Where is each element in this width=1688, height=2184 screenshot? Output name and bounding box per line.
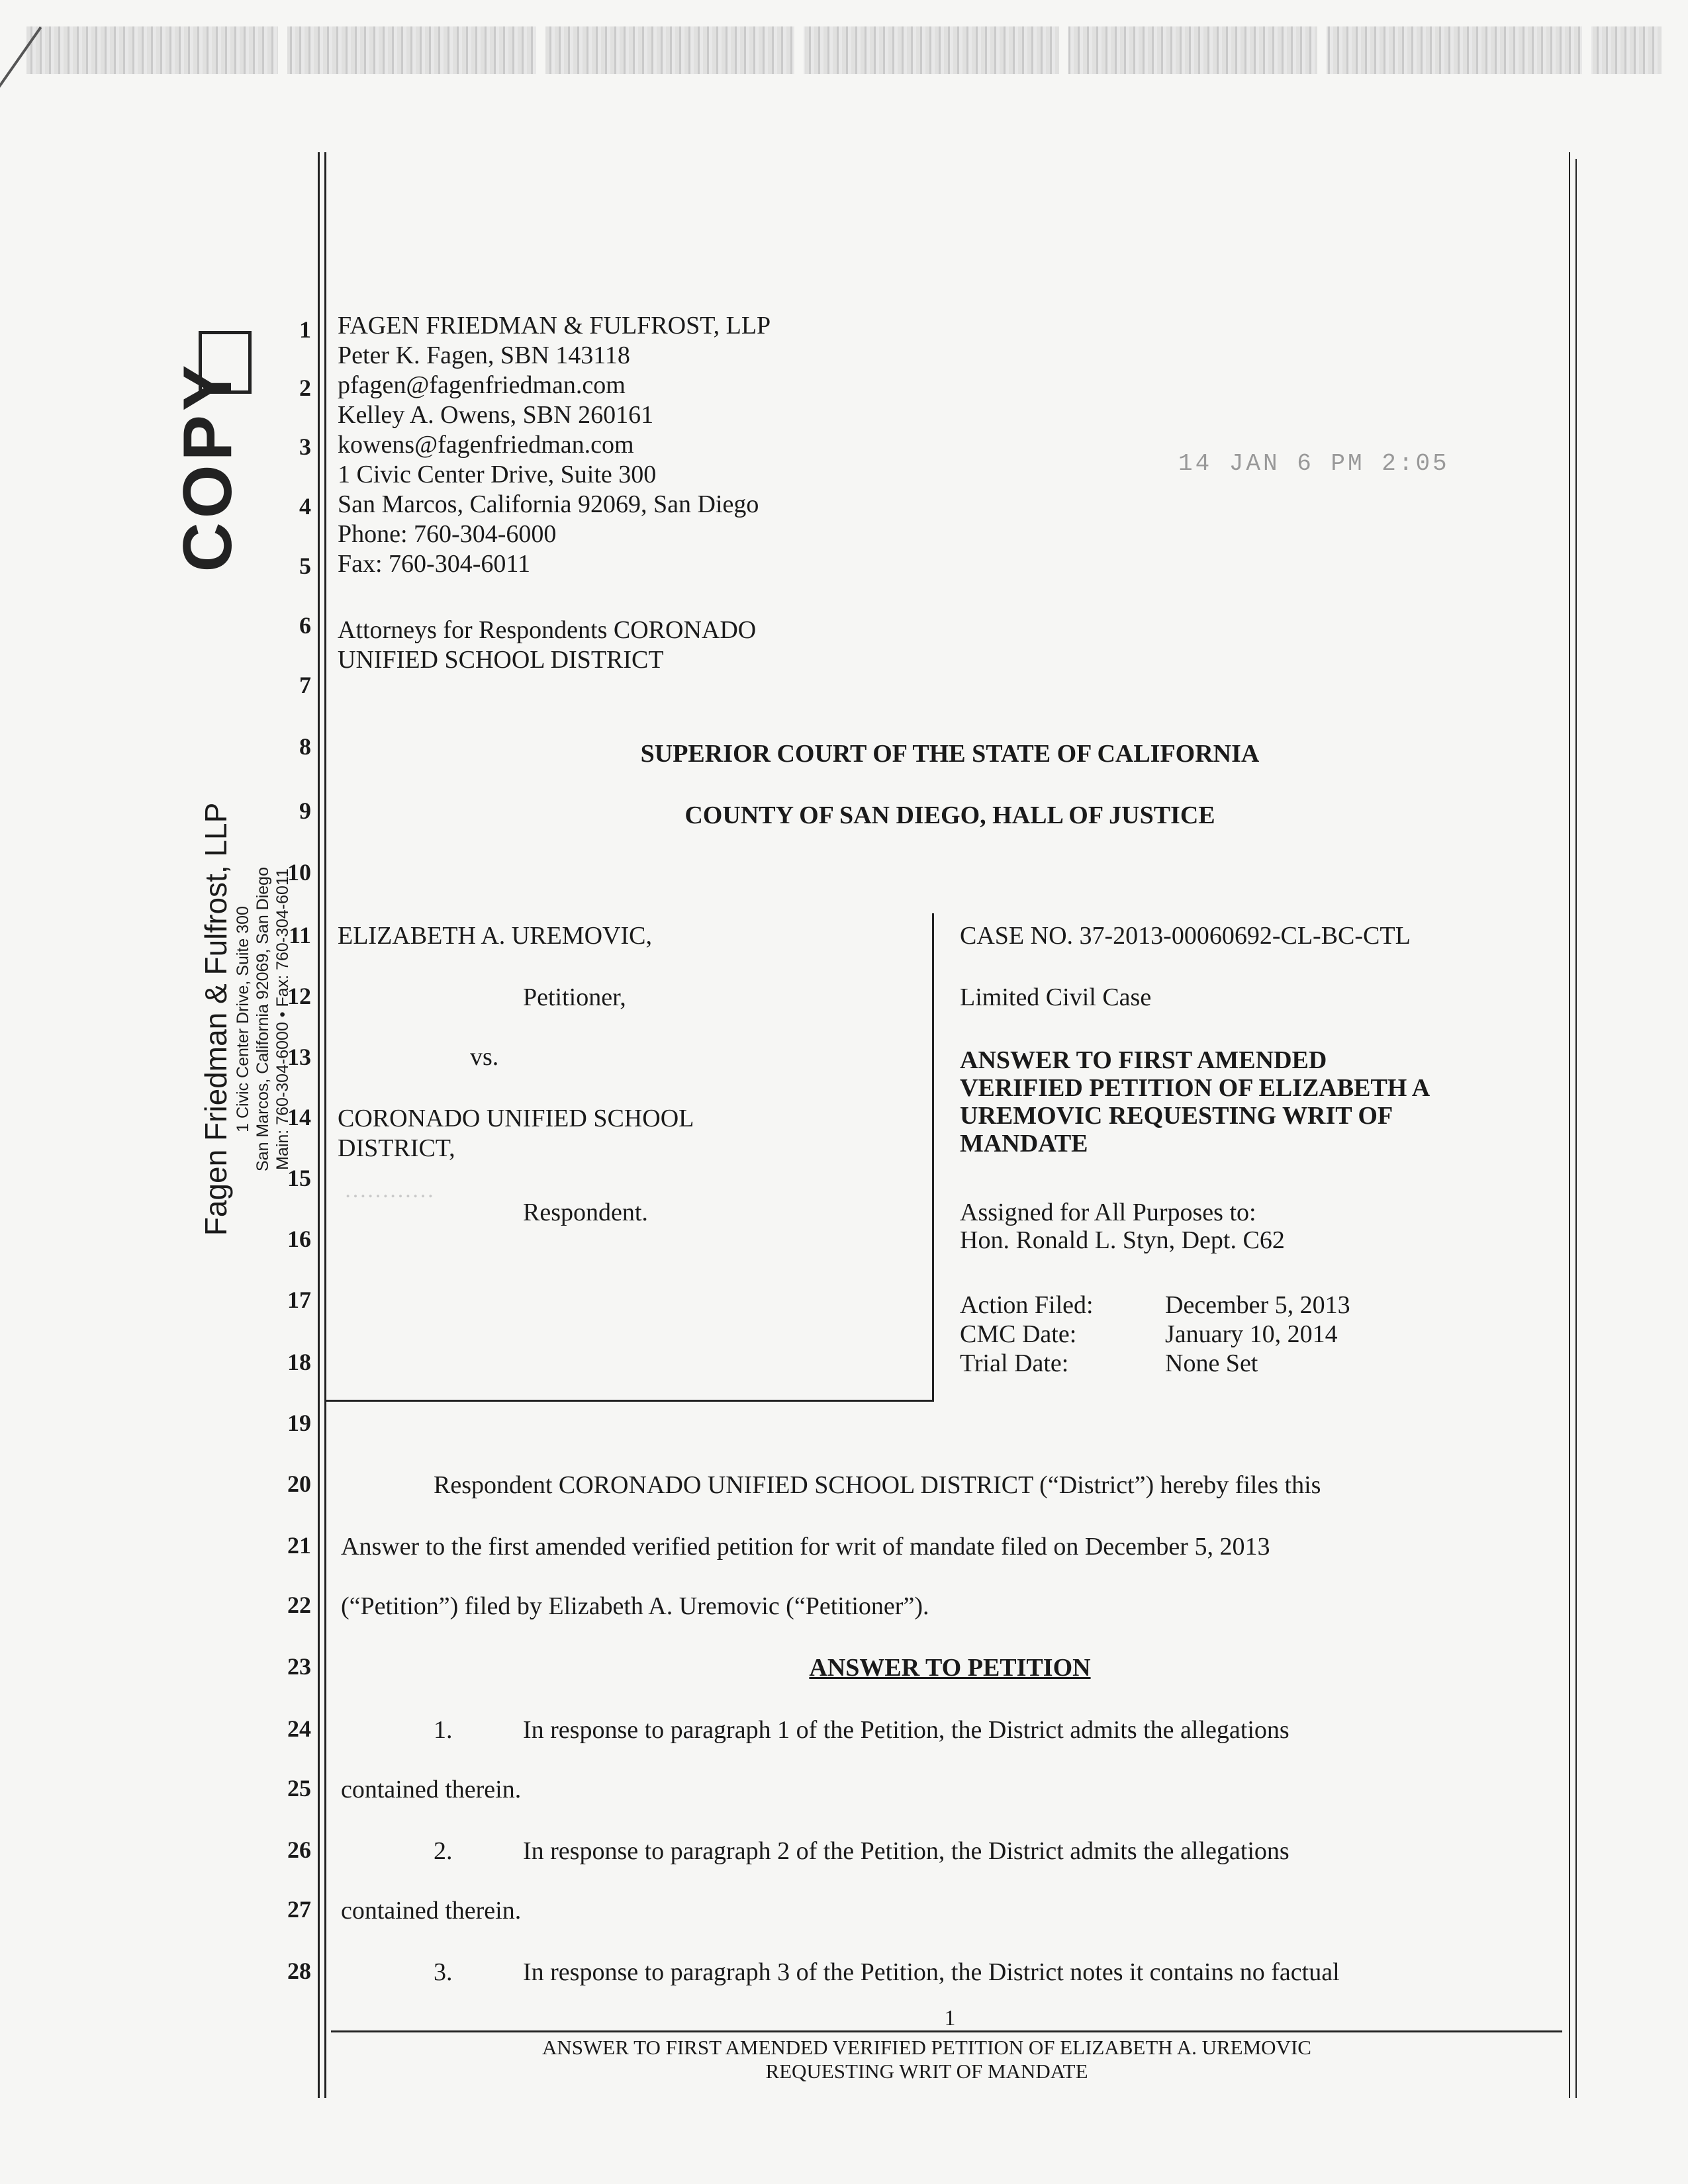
respondent-name-2: DISTRICT, <box>338 1134 455 1162</box>
attorney-2: Kelley A. Owens, SBN 260161 <box>338 401 654 429</box>
firm-city: San Marcos, California 92069, San Diego <box>338 490 759 518</box>
paragraph-2-continuation: contained therein. <box>341 1897 522 1925</box>
respondent-name-1: CORONADO UNIFIED SCHOOL <box>338 1105 694 1132</box>
firm-fax: Fax: 760-304-6011 <box>338 550 530 578</box>
line-number: 24 <box>287 1715 311 1742</box>
firm-name: FAGEN FRIEDMAN & FULFROST, LLP <box>338 312 771 340</box>
intro-line-3: (“Petition”) filed by Elizabeth A. Uremovic (“Petitioner”). <box>341 1592 929 1620</box>
firm-sidebar-address: 1 Civic Center Drive, Suite 300 <box>234 906 252 1132</box>
line-number: 19 <box>287 1410 311 1436</box>
attorneys-for-line-2: UNIFIED SCHOOL DISTRICT <box>338 646 664 674</box>
firm-sidebar-name: Fagen Friedman & Fulfrost, LLP <box>199 802 233 1236</box>
document-title-1: ANSWER TO FIRST AMENDED <box>960 1046 1327 1074</box>
cmc-date-label: CMC Date: <box>960 1320 1077 1348</box>
case-number: CASE NO. 37-2013-00060692-CL-BC-CTL <box>960 922 1411 950</box>
document-title-2: VERIFIED PETITION OF ELIZABETH A <box>960 1074 1430 1102</box>
petitioner-name: ELIZABETH A. UREMOVIC, <box>338 922 652 950</box>
respondent-role: Respondent. <box>523 1199 648 1226</box>
paragraph-1-continuation: contained therein. <box>341 1776 522 1803</box>
line-number: 12 <box>287 983 311 1009</box>
line-number: 18 <box>287 1349 311 1375</box>
action-filed-label: Action Filed: <box>960 1291 1094 1319</box>
court-county: COUNTY OF SAN DIEGO, HALL OF JUSTICE <box>684 801 1215 829</box>
firm-phone: Phone: 760-304-6000 <box>338 520 557 548</box>
petitioner-role: Petitioner, <box>523 983 626 1011</box>
section-heading: ANSWER TO PETITION <box>809 1654 1091 1682</box>
line-number: 1 <box>299 316 311 343</box>
page-number: 1 <box>944 2006 956 2030</box>
trial-date-label: Trial Date: <box>960 1349 1069 1377</box>
line-number: 23 <box>287 1653 311 1680</box>
line-number: 20 <box>287 1471 311 1497</box>
assigned-line-2: Hon. Ronald L. Styn, Dept. C62 <box>960 1226 1285 1254</box>
trial-date-value: None Set <box>1165 1349 1258 1377</box>
document-title-4: MANDATE <box>960 1130 1088 1158</box>
cmc-date-value: January 10, 2014 <box>1165 1320 1338 1348</box>
firm-address: 1 Civic Center Drive, Suite 300 <box>338 461 657 488</box>
scan-edge-gap <box>794 26 804 74</box>
line-number: 11 <box>288 922 311 948</box>
firm-sidebar-phones: Main: 760-304-6000 • Fax: 760-304-6011 <box>273 868 292 1170</box>
attorneys-for-line-1: Attorneys for Respondents CORONADO <box>338 616 757 644</box>
line-number: 4 <box>299 493 311 520</box>
action-filed-value: December 5, 2013 <box>1165 1291 1350 1319</box>
line-number: 13 <box>287 1044 311 1070</box>
court-name: SUPERIOR COURT OF THE STATE OF CALIFORNIA <box>640 740 1260 768</box>
left-margin-rule <box>324 152 326 2098</box>
paragraph-2-text: In response to paragraph 2 of the Petition, the District admits the allegations <box>523 1837 1289 1865</box>
line-number: 26 <box>287 1837 311 1863</box>
scan-edge-gap <box>1317 26 1327 74</box>
line-number: 21 <box>287 1532 311 1559</box>
line-number: 28 <box>287 1958 311 1984</box>
line-number: 10 <box>287 859 311 886</box>
intro-line-2: Answer to the first amended verified petition for writ of mandate filed on December 5, 2013 <box>341 1533 1270 1561</box>
attorney-1-email: pfagen@fagenfriedman.com <box>338 371 626 399</box>
bleed-through-text: ………… <box>344 1178 434 1203</box>
paragraph-1-number: 1. <box>434 1716 453 1744</box>
footer-title-2: REQUESTING WRIT OF MANDATE <box>765 2060 1088 2083</box>
line-number: 6 <box>299 612 311 639</box>
line-number: 14 <box>287 1104 311 1130</box>
scan-edge-gap <box>1059 26 1068 74</box>
line-number: 22 <box>287 1592 311 1618</box>
paragraph-2-number: 2. <box>434 1837 453 1865</box>
received-stamp: 14 JAN 6 PM 2:05 <box>1178 450 1450 477</box>
paragraph-1-text: In response to paragraph 1 of the Petition, the District admits the allegations <box>523 1716 1289 1744</box>
line-number: 8 <box>299 733 311 760</box>
assigned-line-1: Assigned for All Purposes to: <box>960 1199 1256 1226</box>
line-number: 9 <box>299 797 311 824</box>
paragraph-3-number: 3. <box>434 1958 453 1986</box>
line-number: 2 <box>299 375 311 401</box>
line-number: 25 <box>287 1775 311 1801</box>
footer-title-1: ANSWER TO FIRST AMENDED VERIFIED PETITION OF ELIZABETH A. UREMOVIC <box>542 2036 1311 2059</box>
line-number: 15 <box>287 1165 311 1191</box>
versus: vs. <box>470 1043 499 1071</box>
line-number: 5 <box>299 553 311 579</box>
scan-edge-gap <box>536 26 545 74</box>
right-margin-rule <box>1575 159 1577 2098</box>
caption-box-bottom <box>324 1400 933 1402</box>
attorney-2-email: kowens@fagenfriedman.com <box>338 431 634 459</box>
scan-edge-gap <box>278 26 287 74</box>
paragraph-3-text: In response to paragraph 3 of the Petition, the District notes it contains no factual <box>523 1958 1340 1986</box>
copy-stamp-corner-icon <box>199 331 252 394</box>
footer-rule <box>331 2030 1562 2032</box>
scan-edge-gap <box>1582 26 1591 74</box>
line-number: 17 <box>287 1287 311 1313</box>
line-number: 16 <box>287 1226 311 1252</box>
line-number: 27 <box>287 1896 311 1923</box>
line-number: 3 <box>299 433 311 460</box>
right-margin-rule <box>1569 152 1570 2098</box>
scan-edge-strip <box>26 26 1662 74</box>
copy-stamp-text: COPY <box>169 361 246 572</box>
intro-line-1: Respondent CORONADO UNIFIED SCHOOL DISTRICT (“District”) hereby files this <box>434 1471 1321 1499</box>
left-margin-rule <box>318 152 320 2098</box>
attorney-1: Peter K. Fagen, SBN 143118 <box>338 341 630 369</box>
line-number: 7 <box>299 672 311 698</box>
case-type: Limited Civil Case <box>960 983 1152 1011</box>
caption-box-divider <box>932 913 934 1402</box>
document-title-3: UREMOVIC REQUESTING WRIT OF <box>960 1102 1393 1130</box>
firm-sidebar-city: San Marcos, California 92069, San Diego <box>254 867 272 1171</box>
